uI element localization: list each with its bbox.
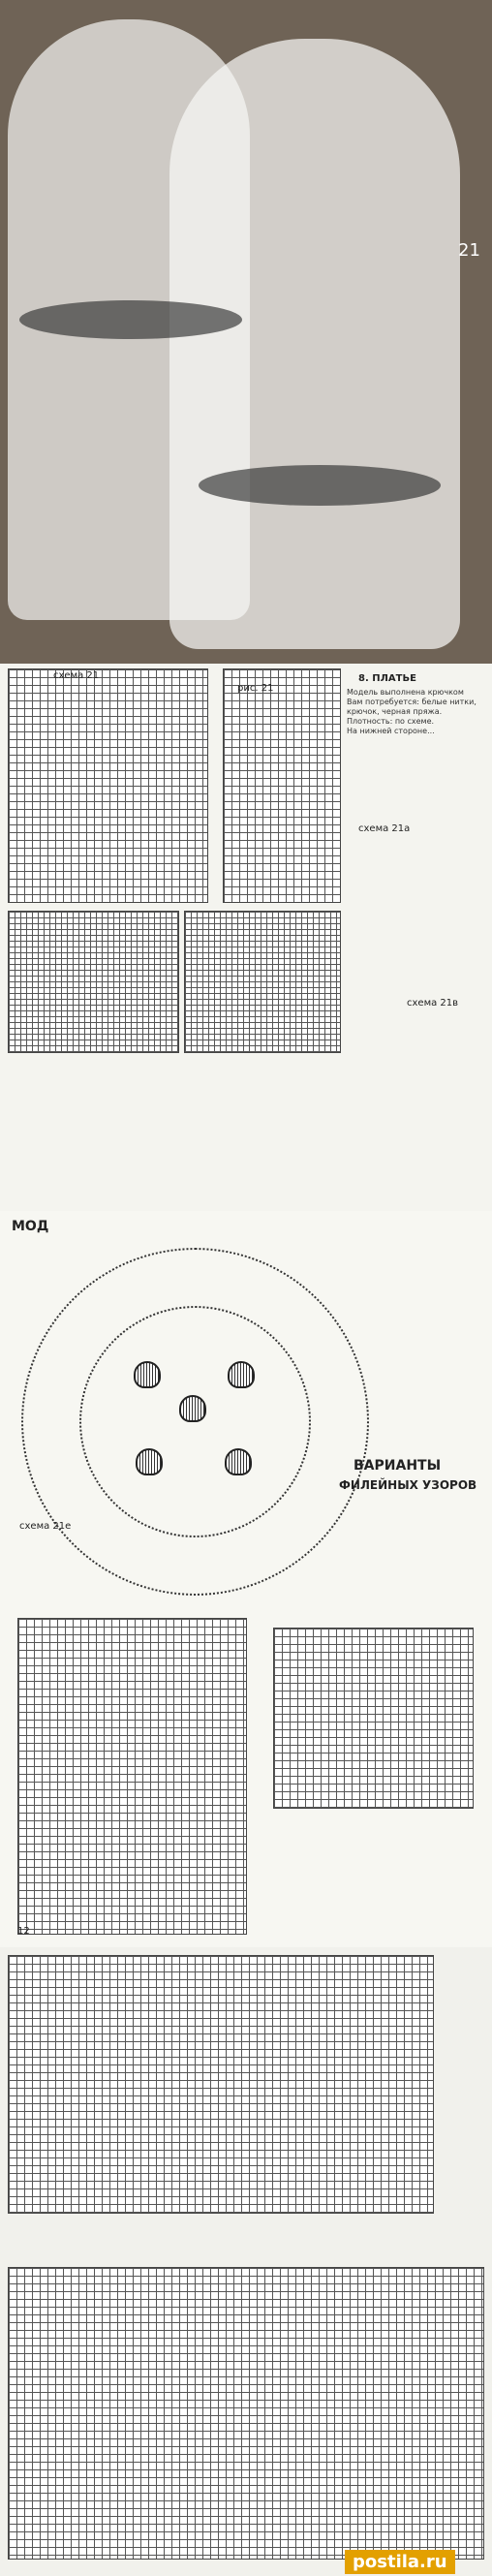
fan-motif [134,1361,161,1388]
variants-title: ВАРИАНТЫ [354,1458,442,1474]
pattern-label: рис. 21 [237,683,274,694]
variants-subtitle: ФИЛЕЙНЫХ УЗОРОВ [339,1478,477,1492]
woman-front-photo [169,39,460,649]
tulip-border-grid [8,1955,434,2214]
black-trim [19,300,242,339]
leaf-pattern-grid [273,1628,474,1809]
heart-border-grid [8,2267,484,2560]
page-number: 12 [17,1926,30,1937]
black-trim [199,465,441,506]
motif-page [0,1211,492,1947]
rose-pattern-grid [17,1618,247,1935]
pattern-label: схема 21в [407,998,459,1009]
fan-motif [228,1361,255,1388]
page-number: 21 [458,240,480,261]
scheme-label: схема 21е [19,1521,72,1532]
pattern-label: схема 21а [358,823,411,834]
diagonal-pattern-grid [223,668,341,903]
section-title: 8. ПЛАТЬЕ [358,673,416,684]
top-photo-section [0,0,492,664]
fan-motif [179,1395,206,1422]
arch-pattern-grid [8,911,179,1053]
instructions-text: Модель выполнена крючком Вам потребуется: белые нитки, крючок, черная пряжа. Плотность: по схеме. На нижней стороне... [347,688,477,735]
watermark: postila.ru [345,2550,455,2574]
main-pattern-grid [8,668,208,903]
square-pattern-grid [184,911,341,1053]
magazine-logo: МОД [12,1219,49,1234]
scheme-page [0,664,492,1211]
fan-motif [225,1448,252,1475]
pattern-label: схема 21 [53,670,100,681]
border-pattern-page [0,1947,492,2576]
fan-motif [136,1448,163,1475]
